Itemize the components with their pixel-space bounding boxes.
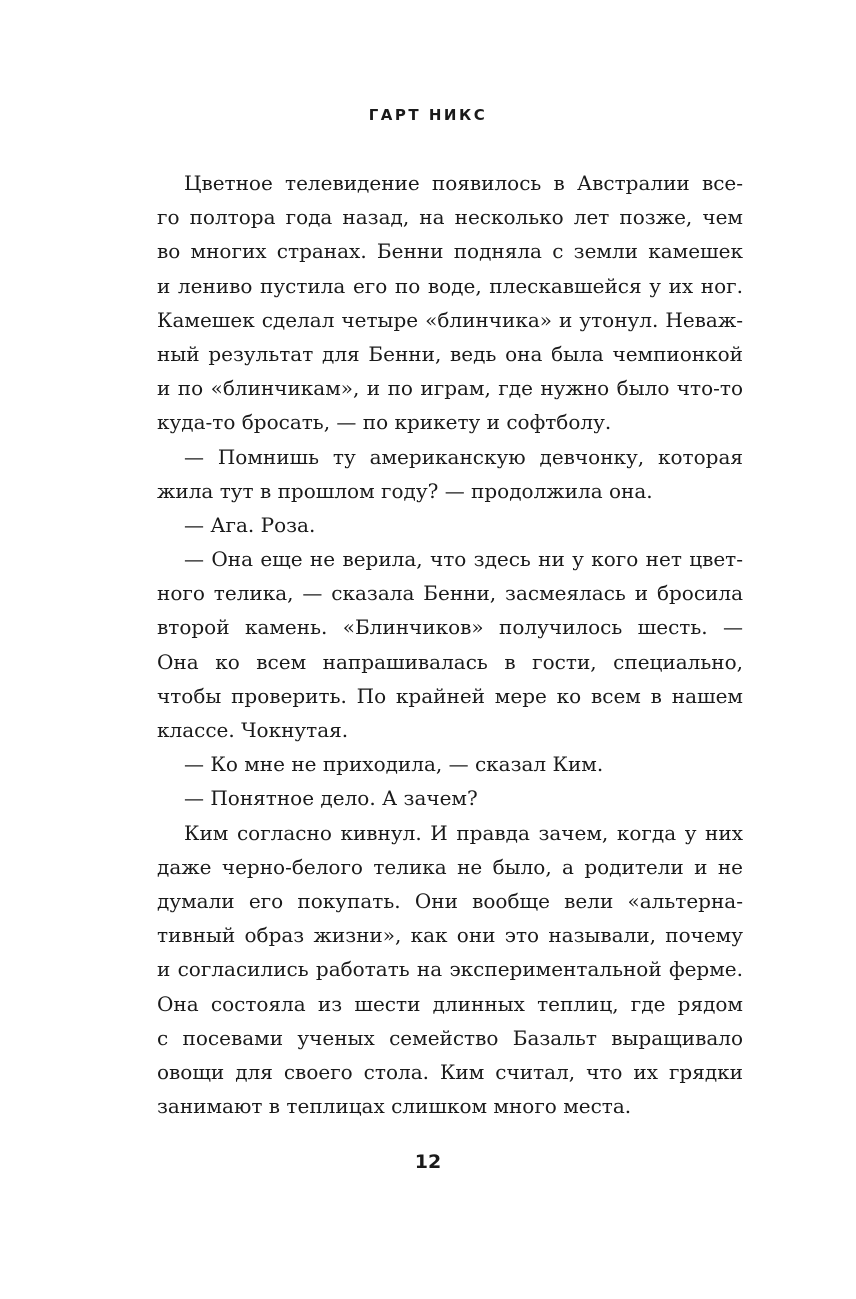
text-line: — Она еще не верила, что здесь ни у кого нет цвет- [184, 547, 743, 572]
text-line: — Понятное дело. А зачем? [184, 786, 478, 811]
text-line: второй камень. «Блинчиков» получилось шесть. — [157, 615, 743, 640]
text-line: занимают в теплицах слишком много места. [157, 1094, 632, 1119]
text-line: Она ко всем напрашивалась в гости, специально, [157, 649, 743, 674]
text-line: даже черно-белого телика не было, а родители и не [157, 854, 743, 879]
text-line: и по «блинчикам», и по играм, где нужно было что-то [157, 376, 743, 401]
text-line: думали его покупать. Они вообще вели «альтерна- [157, 888, 743, 913]
text-line: с посевами ученых семейство Базальт выращивало [157, 1025, 743, 1050]
body-text [157, 166, 743, 1123]
text-line: ного телика, — сказала Бенни, засмеялась и бросила [157, 581, 743, 606]
text-line: Камешек сделал четыре «блинчика» и утонул. Неваж- [157, 307, 743, 332]
text-line: во многих странах. Бенни подняла с земли камешек [157, 239, 743, 264]
text-line: куда-то бросать, — по крикету и софтболу. [157, 410, 612, 435]
text-line: Цветное телевидение появилось в Австралии все- [184, 171, 743, 195]
running-head: ГАРТ НИКС [368, 106, 488, 124]
text-line: классе. Чокнутая. [157, 718, 349, 742]
text-line: тивный образ жизни», как они это называли, почему [157, 923, 743, 948]
page-number: 12 [414, 1151, 442, 1173]
text-line: и лениво пустила его по воде, плескавшейся у их ног. [157, 273, 743, 298]
text-line: чтобы проверить. По крайней мере ко всем в нашем [157, 683, 743, 708]
text-line: — Ко мне не приходила, — сказал Ким. [184, 752, 604, 777]
text-line: — Помнишь ту американскую девчонку, которая [184, 444, 743, 469]
text-line: жила тут в прошлом году? — продолжила она. [157, 478, 653, 503]
text-line: ный результат для Бенни, ведь она была чемпионкой [157, 341, 743, 366]
text-line: го полтора года назад, на несколько лет позже, чем [157, 205, 743, 230]
text-line: овощи для своего стола. Ким считал, что их грядки [157, 1059, 743, 1084]
text-line: — Ага. Роза. [184, 512, 316, 537]
text-line: и согласились работать на экспериментальной ферме. [157, 957, 743, 982]
text-line: Она состояла из шести длинных теплиц, где рядом [157, 991, 743, 1016]
text-line: Ким согласно кивнул. И правда зачем, когда у них [184, 820, 743, 845]
